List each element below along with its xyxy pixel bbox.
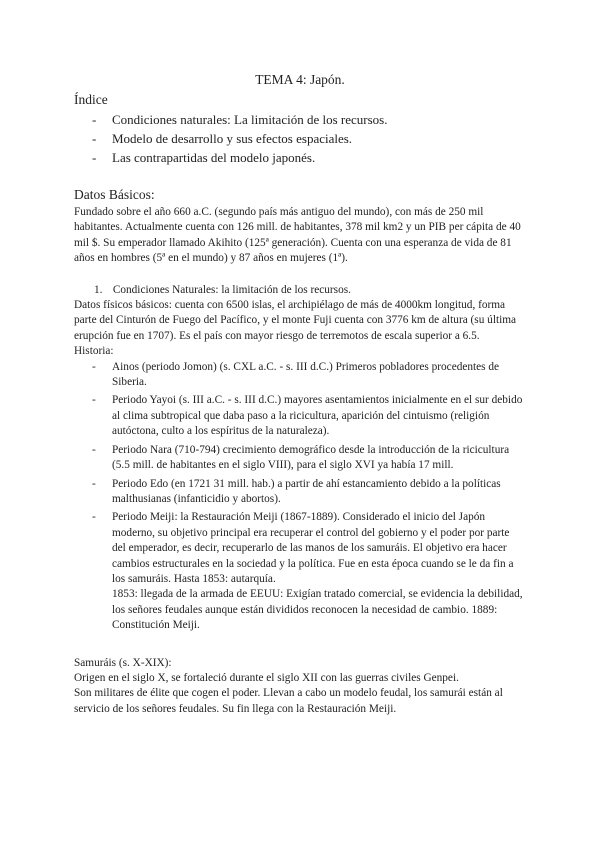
history-label: Historia: — [74, 345, 114, 358]
samurai-line-1: Origen en el siglo X, se fortaleció durante el siglo XII con las guerras civiles Genpei. — [74, 671, 459, 684]
physical-data-text: Datos físicos básicos: cuenta con 6500 islas, el archipiélago de más de 4000km longitud, forma parte del Cinturón de Fuego del Pacífico, y el monte Fuji cuenta con 3776 km de altura (su última erupción fue en 1707). Es el país con mayor riesgo de terremotos de escala superior a 6.5. — [74, 299, 517, 342]
history-item: - Periodo Edo (en 1721 31 mill. hab.) a partir de ahí estancamiento debido a la políticas malthusianas (infanticidio y abortos). — [90, 477, 526, 508]
meiji-text: - Periodo Meiji: la Restauración Meiji (1867-1889). Considerado el inicio del Japón moderno, su objetivo principal era recuperar el control del gobierno y el poder por parte del emperador, es decir, recuperarlo de las manos de los samuráis. El objetivo era hacer cambios estructurales en la sociedad y la política. Fue en esta época cuando se le da fin a los samuráis. Hasta 1853: autarquía. — [112, 511, 514, 585]
samurai-section — [74, 656, 526, 718]
history-item: - Ainos (periodo Jomon) (s. CXL a.C. - s. III d.C.) Primeros pobladores procedentes de Siberia. — [90, 360, 526, 391]
index-item: - Condiciones naturales: La limitación de los recursos. — [90, 110, 526, 129]
index-item: - Las contrapartidas del modelo japonés. — [90, 148, 526, 167]
samurai-line-2: Son militares de élite que cogen el poder. Llevan a cabo un modelo feudal, los samurái están al servicio de los señores feudales. Su fin llega con la Restauración Meiji. — [74, 687, 503, 715]
section-1-number: 1. — [94, 283, 103, 296]
basic-data-heading: Datos Básicos: — [74, 187, 155, 202]
document-page — [74, 72, 526, 717]
samurai-heading: Samuráis (s. X-XIX): — [74, 656, 172, 669]
section-1-title: Condiciones Naturales: la limitación de los recursos. — [112, 283, 351, 296]
document-title: TEMA 4: Japón. — [255, 72, 345, 87]
index-item: - Modelo de desarrollo y sus efectos espaciales. — [90, 129, 526, 148]
basic-data-text: Fundado sobre el año 660 a.C. (segundo país más antiguo del mundo), con más de 250 mil habitantes. Actualmente cuenta con 126 mill. de habitantes, 378 mil km2 y un PIB per cápita de 40 mil $. Su emperador llamado Akihito (125ª generación). Cuenta con una esperanza de vida de 81 años en hombres (5ª en el mundo) y 87 años en mujeres (1ª). — [74, 206, 521, 265]
meiji-extra-text: 1853: llegada de la armada de EEUU: Exigían tratado comercial, se evidencia la debilidad, los señores feudales aunque están divididos reconocen la necesidad de cambio. 1889: Constitución Meiji. — [112, 588, 523, 632]
section-1-heading — [74, 283, 526, 298]
history-list — [90, 360, 526, 634]
history-item: - Periodo Yayoi (s. III a.C. - s. III d.C.) mayores asentamientos inicialmente en el sur debido al clima subtropical que daba paso a la ricicultura, aparición del cintuismo (religión autóctona, culto a los espíritus de la naturaleza). — [90, 393, 526, 439]
index-heading: Índice — [74, 92, 108, 107]
history-item-meiji — [90, 510, 526, 633]
index-list — [90, 110, 526, 167]
history-item: - Periodo Nara (710-794) crecimiento demográfico desde la introducción de la ricicultura (5.5 mill. de habitantes en el siglo VIII), para el siglo XVI ya había 17 mill. — [90, 443, 526, 474]
